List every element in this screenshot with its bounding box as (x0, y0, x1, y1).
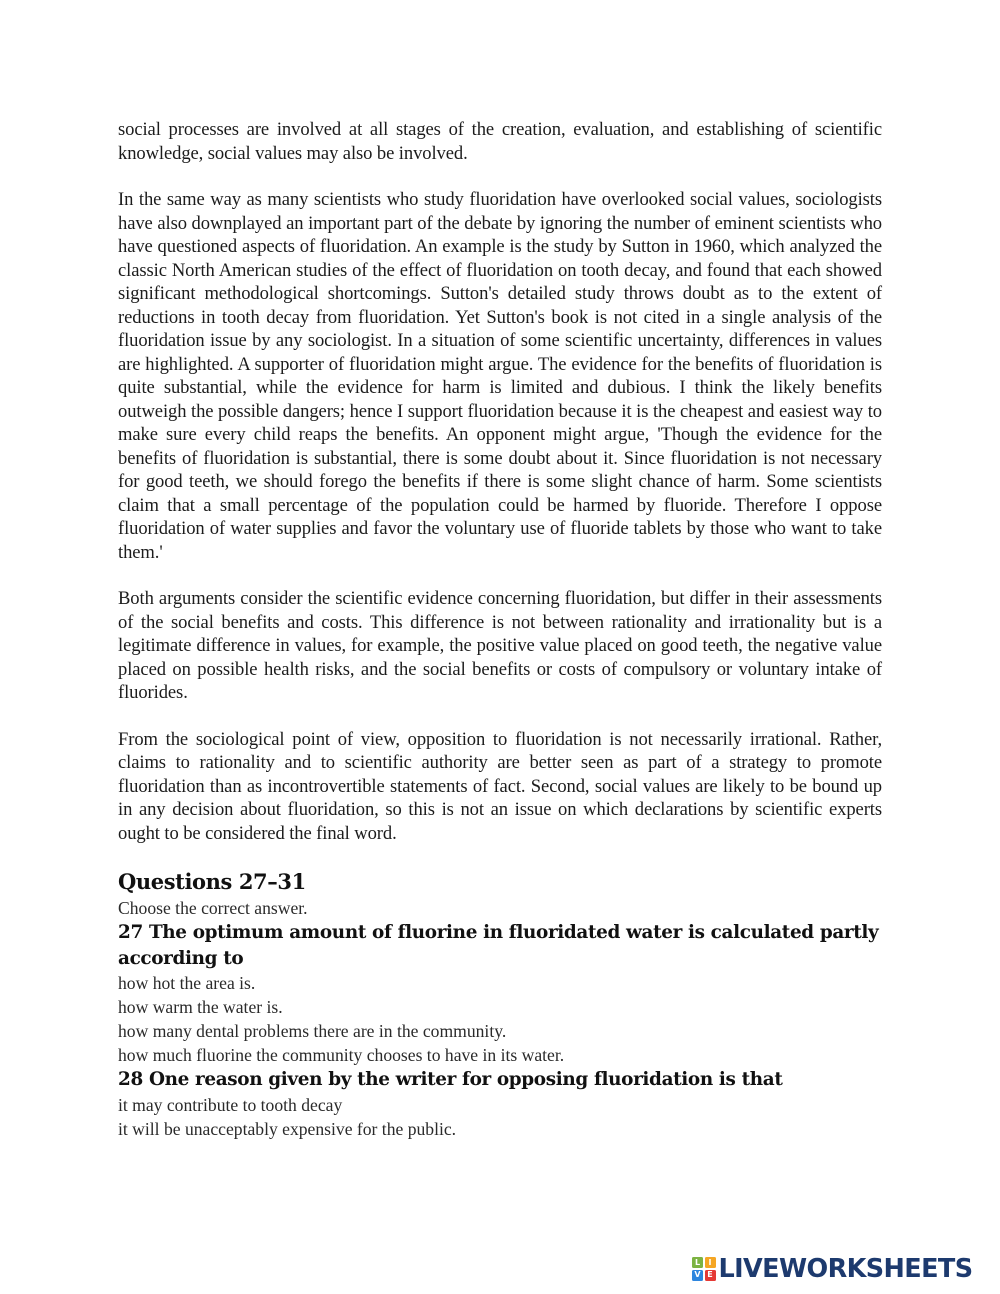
live-blocks-icon (692, 1257, 716, 1281)
worksheet-page (118, 118, 882, 1141)
liveworksheets-logo (692, 1255, 973, 1283)
answer-option[interactable]: it may contribute to tooth decay (118, 1094, 343, 1115)
answer-option[interactable]: how much fluorine the community chooses to have in its water. (118, 1045, 565, 1065)
questions-section (118, 868, 882, 1141)
questions-heading: Questions 27–31 (118, 869, 306, 894)
answer-option[interactable]: how hot the area is. (118, 973, 256, 993)
passage-paragraph-3: Both arguments consider the scientific evidence concerning fluoridation, but differ in their assessments of the social benefits and costs. This difference is not between rationality and irrationality but is a legitimate difference in values, for example, the positive value placed on good teeth, the negative value placed on possible health risks, and the social benefits or costs of compulsory or voluntary intake of fluorides. (118, 588, 882, 703)
logo-cell-l: L (692, 1257, 703, 1268)
logo-wordmark: LIVEWORKSHEETS (718, 1254, 973, 1284)
passage-paragraph-4: From the sociological point of view, opposition to fluoridation is not necessarily irrational. Rather, claims to rationality and to scientific authority are better seen as part of a strategy to promote fluoridation than as incontrovertible statements of fact. Second, social values are likely to be bound up in any decision about fluoridation, so this is not an issue on which declarations by scientific experts ought to be considered the final word. (118, 728, 882, 844)
logo-cell-i: I (705, 1257, 716, 1268)
logo-cell-v: V (692, 1270, 703, 1281)
question-stem: 27 The optimum amount of fluorine in fluoridated water is calculated partly according to (118, 922, 879, 969)
answer-option[interactable]: how many dental problems there are in the community. (118, 1021, 507, 1041)
question-28 (118, 1067, 882, 1141)
questions-instruction: Choose the correct answer. (118, 898, 308, 918)
answer-option[interactable]: it will be unacceptably expensive for the public. (118, 1118, 457, 1139)
question-stem: 28 One reason given by the writer for opposing fluoridation is that (118, 1069, 783, 1090)
logo-cell-e: E (705, 1270, 716, 1281)
answer-option[interactable]: how warm the water is. (118, 997, 283, 1017)
question-27 (118, 920, 882, 1067)
passage-paragraph-1: social processes are involved at all stages of the creation, evaluation, and establishing of scientific knowledge, social values may also be involved. (118, 119, 882, 164)
passage-paragraph-2: In the same way as many scientists who study fluoridation have overlooked social values, sociologists have also downplayed an important part of the debate by ignoring the number of eminent scientists who have questioned aspects of fluoridation. An example is the study by Sutton in 1960, which analyzed the classic North American studies of the effect of fluoridation on tooth decay, and found that each showed significant methodological shortcomings. Sutton's detailed study throws doubt as to the extent of reductions in tooth decay from fluoridation. Yet Sutton's book is not cited in a single analysis of the fluoridation issue by any sociologist. In a situation of some scientific uncertainty, differences in values are highlighted. A supporter of fluoridation might argue. The evidence for the benefits of fluoridation is quite substantial, while the evidence for harm is limited and dubious. I think the likely benefits outweigh the possible dangers; hence I support fluoridation because it is the cheapest and easiest way to make sure every child reaps the benefits. An opponent might argue, 'Though the evidence for the benefits of fluoridation is substantial, there is some doubt about it. Since fluoridation is not necessary for good teeth, we should forego the benefits if there is some slight chance of harm. Some scientists claim that a small percentage of the population could be harmed by fluoride. Therefore I oppose fluoridation of water supplies and favor the voluntary use of fluoride tablets by those who want to take them.' (118, 189, 882, 563)
